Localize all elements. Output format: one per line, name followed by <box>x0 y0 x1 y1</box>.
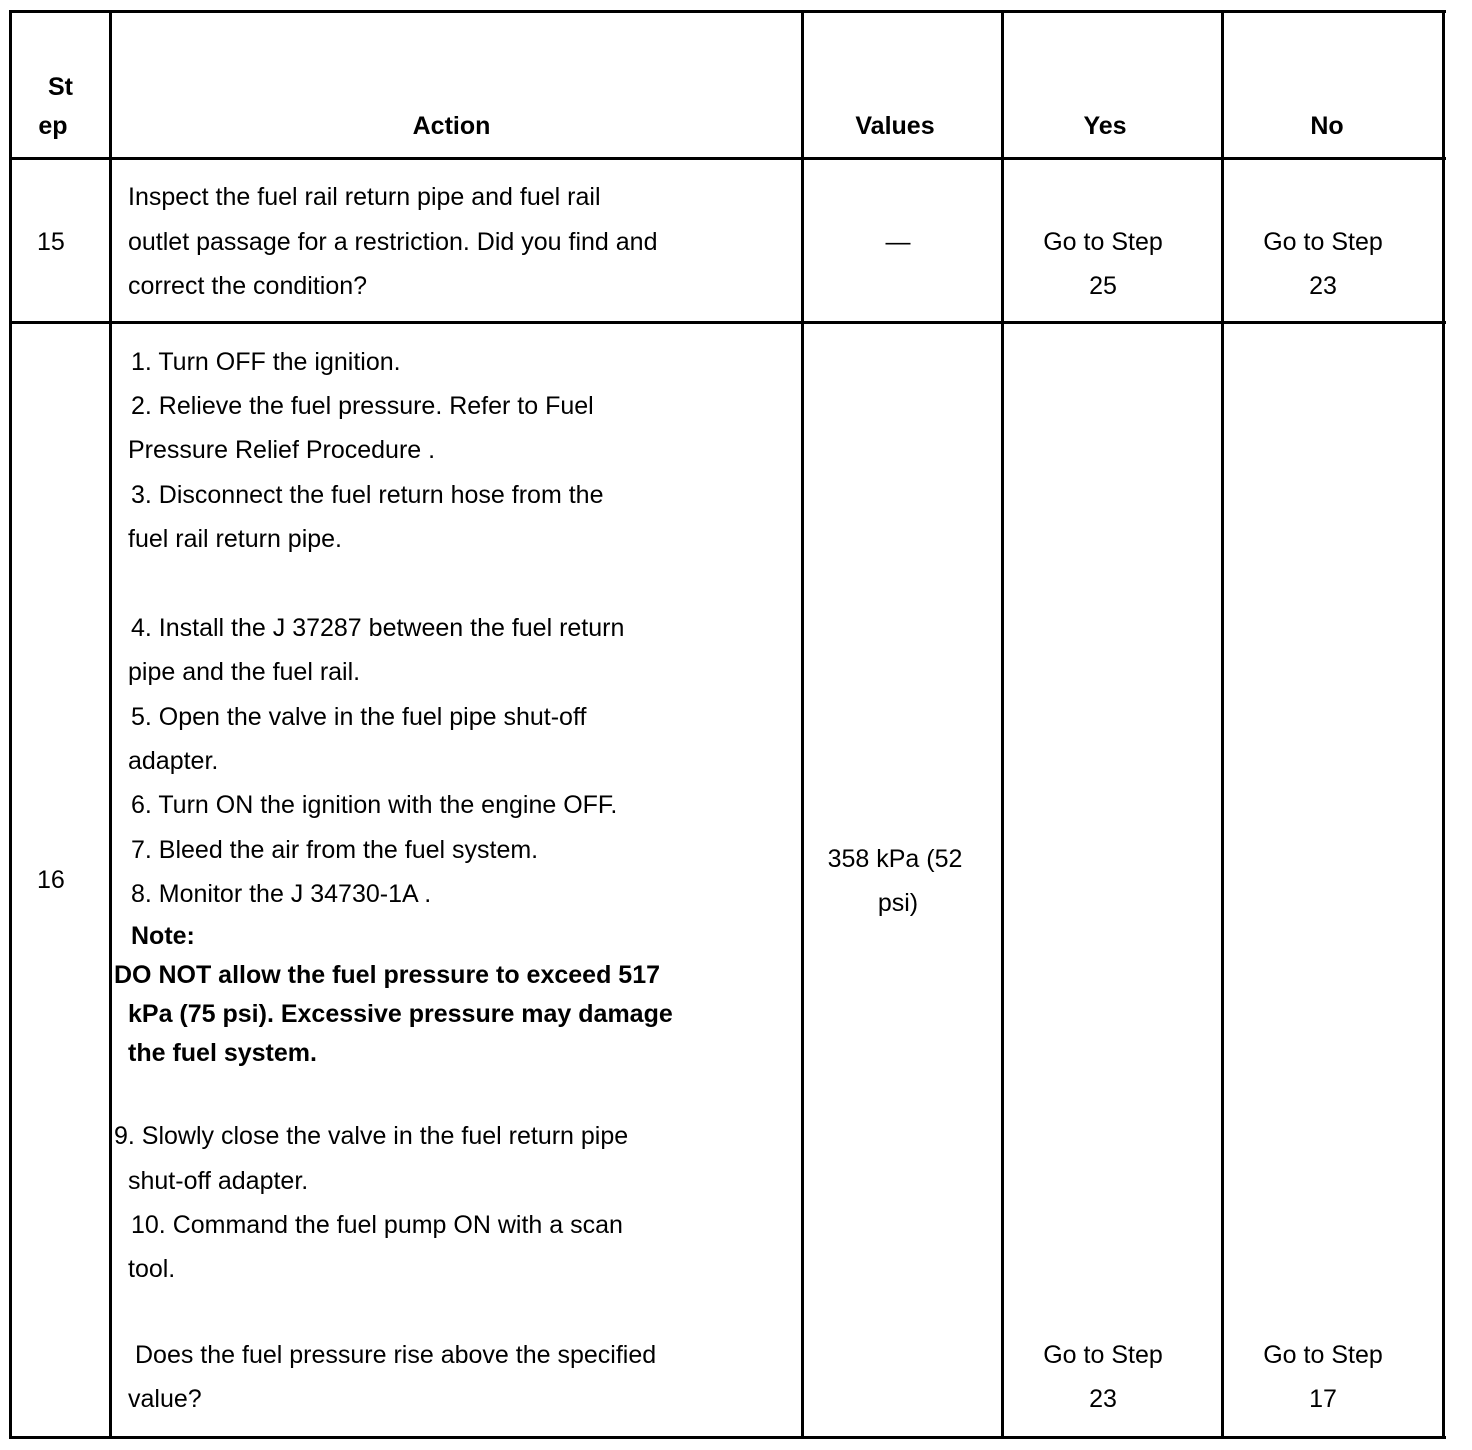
action-item-5: 5. Open the valve in the fuel pipe shut-off <box>131 703 587 731</box>
action-item-7: 7. Bleed the air from the fuel system. <box>131 836 539 864</box>
action-item-3-cont: fuel rail return pipe. <box>128 525 343 553</box>
action-item-2-cont: Pressure Relief Procedure . <box>128 436 436 464</box>
yes-goto-line2: 25 <box>1089 272 1117 300</box>
action-question-line2: value? <box>128 1385 202 1413</box>
header-step-line2: ep <box>38 112 68 140</box>
header-values: Values <box>855 112 935 140</box>
action-item-1: 1. Turn OFF the ignition. <box>131 348 401 376</box>
value-pressure-line2: psi) <box>877 889 919 917</box>
action-text-line: correct the condition? <box>128 272 368 300</box>
table-border-top <box>9 10 1446 13</box>
note-label: Note: <box>131 922 195 950</box>
action-item-4: 4. Install the J 37287 between the fuel return <box>131 614 625 642</box>
note-warning-line1: DO NOT allow the fuel pressure to exceed 517 <box>114 961 661 989</box>
header-step-line1: St <box>48 73 73 101</box>
action-item-10-cont: tool. <box>128 1255 176 1283</box>
header-action: Action <box>412 112 491 140</box>
action-item-9: 9. Slowly close the valve in the fuel return pipe <box>114 1122 629 1150</box>
value-dash: — <box>885 228 911 256</box>
column-divider-step <box>109 10 112 1439</box>
step-number-15: 15 <box>37 228 65 256</box>
action-item-2: 2. Relieve the fuel pressure. Refer to Fuel <box>131 392 594 420</box>
action-item-8: 8. Monitor the J 34730-1A . <box>131 880 432 908</box>
yes-goto-line2: 23 <box>1089 1385 1117 1413</box>
no-goto-line2: 17 <box>1309 1385 1337 1413</box>
table-border-right <box>1442 10 1445 1439</box>
row-divider <box>9 321 1446 324</box>
action-item-4-cont: pipe and the fuel rail. <box>128 658 361 686</box>
action-item-6: 6. Turn ON the ignition with the engine OFF. <box>131 791 618 819</box>
action-text-line: outlet passage for a restriction. Did you find and <box>128 228 658 256</box>
header-yes: Yes <box>1083 112 1127 140</box>
table-border-bottom <box>9 1436 1446 1439</box>
no-goto-line1: Go to Step <box>1263 1341 1383 1369</box>
yes-goto-line1: Go to Step <box>1043 228 1163 256</box>
no-goto-line1: Go to Step <box>1263 228 1383 256</box>
column-divider-values <box>1001 10 1004 1439</box>
no-goto-line2: 23 <box>1309 272 1337 300</box>
action-item-5-cont: adapter. <box>128 747 219 775</box>
header-no: No <box>1310 112 1344 140</box>
yes-goto-line1: Go to Step <box>1043 1341 1163 1369</box>
step-number-16: 16 <box>37 866 65 894</box>
column-divider-yes <box>1221 10 1224 1439</box>
table-border-left <box>9 10 12 1439</box>
note-warning-line3: the fuel system. <box>128 1039 317 1067</box>
action-item-9-cont: shut-off adapter. <box>128 1167 309 1195</box>
value-pressure-line1: 358 kPa (52 <box>827 845 963 873</box>
action-question-line1: Does the fuel pressure rise above the specified <box>135 1341 657 1369</box>
note-warning-line2: kPa (75 psi). Excessive pressure may damage <box>128 1000 673 1028</box>
action-item-3: 3. Disconnect the fuel return hose from the <box>131 481 604 509</box>
column-divider-action <box>801 10 804 1439</box>
header-divider <box>9 157 1446 160</box>
action-item-10: 10. Command the fuel pump ON with a scan <box>131 1211 623 1239</box>
action-text-line: Inspect the fuel rail return pipe and fuel rail <box>128 183 601 211</box>
